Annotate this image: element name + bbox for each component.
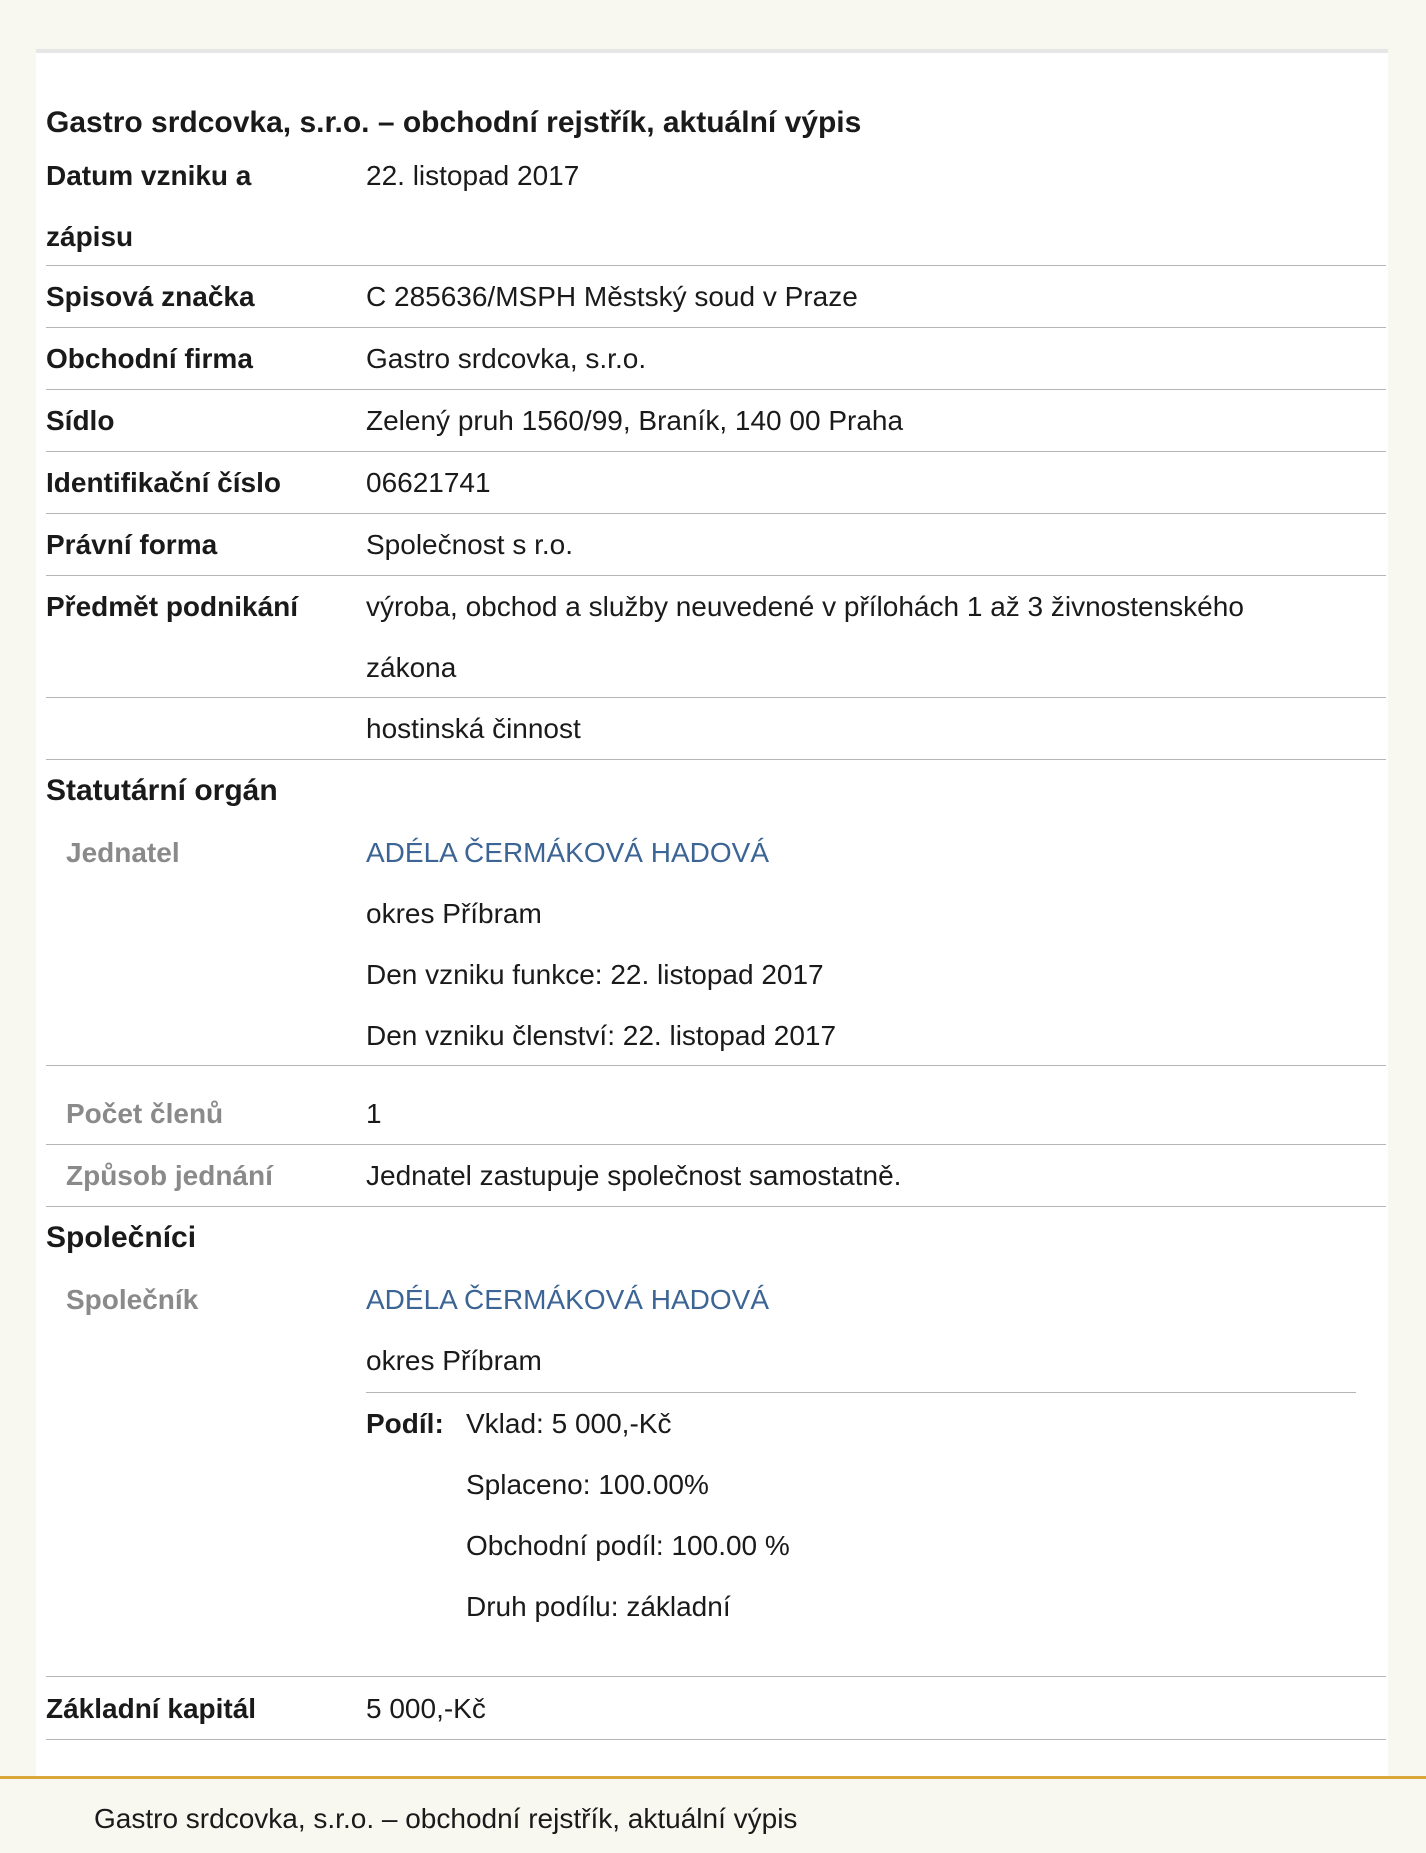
row-datum-vzniku: [46, 145, 1386, 266]
jednatel-okres: okres Příbram: [366, 898, 542, 929]
value-predmet-line1: výroba, obchod a služby neuvedené v přílohách 1 až 3 živnostenského: [366, 591, 1244, 622]
label-podil: Podíl:: [366, 1408, 444, 1439]
jednatel-name-link[interactable]: ADÉLA ČERMÁKOVÁ HADOVÁ: [366, 837, 770, 868]
value-predmet-podnikani: [366, 576, 1366, 698]
jednatel-den-vzniku-funkce: Den vzniku funkce: 22. listopad 2017: [366, 959, 824, 990]
label-datum-vzniku: [46, 145, 346, 267]
label-obchodni-firma: Obchodní firma: [46, 343, 253, 374]
value-spolecnik: [366, 1269, 1366, 1391]
row-jednatel: [46, 822, 1386, 1066]
label-spolecnik: Společník: [66, 1284, 199, 1315]
row-predmet-podnikani-2: [46, 698, 1386, 760]
heading-spolecnici: Společníci: [46, 1221, 197, 1254]
value-pravni-forma: Společnost s r.o.: [366, 529, 574, 560]
footer-title: Gastro srdcovka, s.r.o. – obchodní rejstřík, aktuální výpis: [94, 1803, 798, 1834]
label-spisova-znacka: Spisová značka: [46, 281, 255, 312]
row-spisova-znacka: [46, 266, 1386, 328]
row-predmet-podnikani: [46, 576, 1386, 698]
jednatel-den-vzniku-clenstvi: Den vzniku členství: 22. listopad 2017: [366, 1020, 837, 1051]
register-card: [36, 49, 1388, 1780]
spolecnik-okres: okres Příbram: [366, 1345, 542, 1376]
footer-bar: [0, 1776, 1426, 1853]
row-zakladni-kapital: [46, 1678, 1386, 1740]
label-pocet-clenu: Počet členů: [66, 1098, 224, 1129]
podil-obchodni-podil: Obchodní podíl: 100.00 %: [466, 1530, 790, 1561]
value-obchodni-firma: Gastro srdcovka, s.r.o.: [366, 343, 647, 374]
label-datum-line1: Datum vzniku a: [46, 160, 252, 191]
podil-vklad: Vklad: 5 000,-Kč: [466, 1408, 672, 1439]
podil-splaceno: Splaceno: 100.00%: [466, 1469, 709, 1500]
row-pravni-forma: [46, 514, 1386, 576]
value-zakladni-kapital: 5 000,-Kč: [366, 1693, 486, 1724]
value-pocet-clenu: 1: [366, 1098, 382, 1129]
spolecnik-name-link[interactable]: ADÉLA ČERMÁKOVÁ HADOVÁ: [366, 1284, 770, 1315]
label-identifikacni-cislo: Identifikační číslo: [46, 467, 281, 498]
label-jednatel: Jednatel: [66, 837, 180, 868]
value-datum-vzniku: 22. listopad 2017: [366, 160, 580, 191]
heading-statutarni-organ: Statutární orgán: [46, 774, 278, 807]
page-title: Gastro srdcovka, s.r.o. – obchodní rejstřík, aktuální výpis: [46, 106, 862, 139]
value-zpusob-jednani: Jednatel zastupuje společnost samostatně.: [366, 1160, 902, 1191]
value-jednatel: [366, 822, 1366, 1066]
label-zakladni-kapital: Základní kapitál: [46, 1693, 257, 1724]
label-predmet-podnikani: Předmět podnikání: [46, 591, 299, 622]
row-pocet-clenu: [46, 1083, 1386, 1145]
label-sidlo: Sídlo: [46, 405, 115, 436]
row-zpusob-jednani: [46, 1145, 1386, 1207]
label-datum-line2: zápisu: [46, 221, 134, 252]
podil-druh: Druh podílu: základní: [466, 1591, 731, 1622]
value-identifikacni-cislo: 06621741: [366, 467, 491, 498]
row-sidlo: [46, 390, 1386, 452]
podil-details: [466, 1393, 790, 1637]
value-sidlo: Zelený pruh 1560/99, Braník, 140 00 Praha: [366, 405, 904, 436]
row-identifikacni-cislo: [46, 452, 1386, 514]
value-predmet-hostinska: hostinská činnost: [366, 713, 581, 744]
label-pravni-forma: Právní forma: [46, 529, 218, 560]
row-obchodni-firma: [46, 328, 1386, 390]
value-predmet-line2: zákona: [366, 652, 457, 683]
value-spisova-znacka: C 285636/MSPH Městský soud v Praze: [366, 281, 858, 312]
row-spolecnik: [46, 1269, 1386, 1677]
label-zpusob-jednani: Způsob jednání: [66, 1160, 273, 1191]
